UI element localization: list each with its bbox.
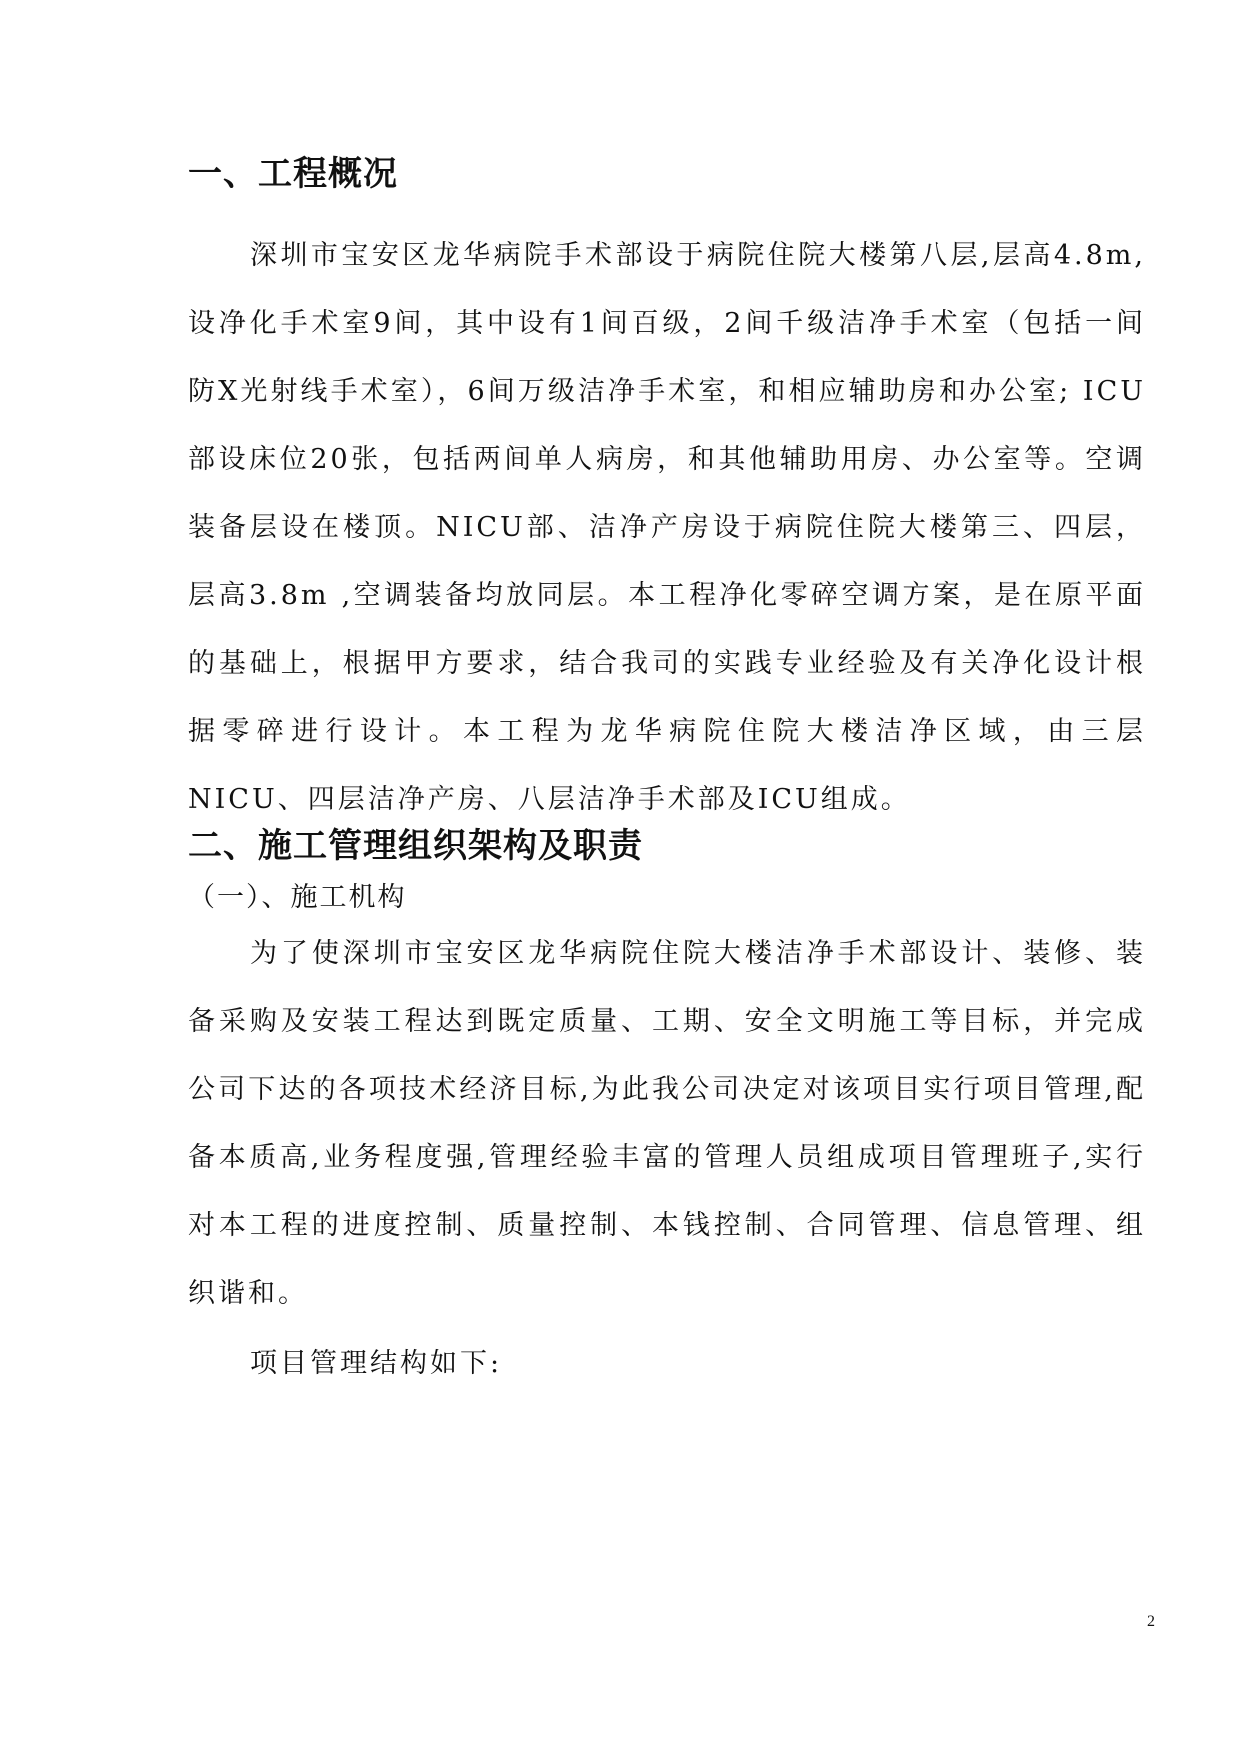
page-number: 2 xyxy=(1147,1613,1155,1630)
section-heading-management-organization: 二、施工管理组织架构及职责 xyxy=(188,826,643,866)
management-structure-intro: 项目管理结构如下: xyxy=(250,1348,503,1379)
subheading-construction-agency: （一）、施工机构 xyxy=(188,882,407,913)
project-overview-paragraph: 深圳市宝安区龙华病院手术部设于病院住院大楼第八层,层高4.8m,设净化手术室9间，其中设有1间百级，2间千级洁净手术室（包括一间防X光射线手术室），6间万级洁净手术室，和相应辅助房和办公室; ICU部设床位20张，包括两间单人病房，和其他辅助用房、办公室等。空调装备层设在楼顶。NICU部、洁净产房设于病院住院大楼第三、四层，层高3.8m ,空调装备均放同层。本工程净化零碎空调方案，是在原平面的基础上，根据甲方要求，结合我司的实践专业经验及有关净化设计根据零碎进行设计。本工程为龙华病院住院大楼洁净区域，由三层NICU、四层洁净产房、八层洁净手术部及ICU组成。 xyxy=(188,240,1146,815)
construction-agency-paragraph: 为了使深圳市宝安区龙华病院住院大楼洁净手术部设计、装修、装备采购及安装工程达到既定质量、工期、安全文明施工等目标，并完成公司下达的各项技术经济目标,为此我公司决定对该项目实行项目管理,配备本质高,业务程度强,管理经验丰富的管理人员组成项目管理班子,实行对本工程的进度控制、质量控制、本钱控制、合同管理、信息管理、组织谐和。 xyxy=(188,938,1146,1309)
section-heading-project-overview: 一、工程概况 xyxy=(188,154,398,194)
